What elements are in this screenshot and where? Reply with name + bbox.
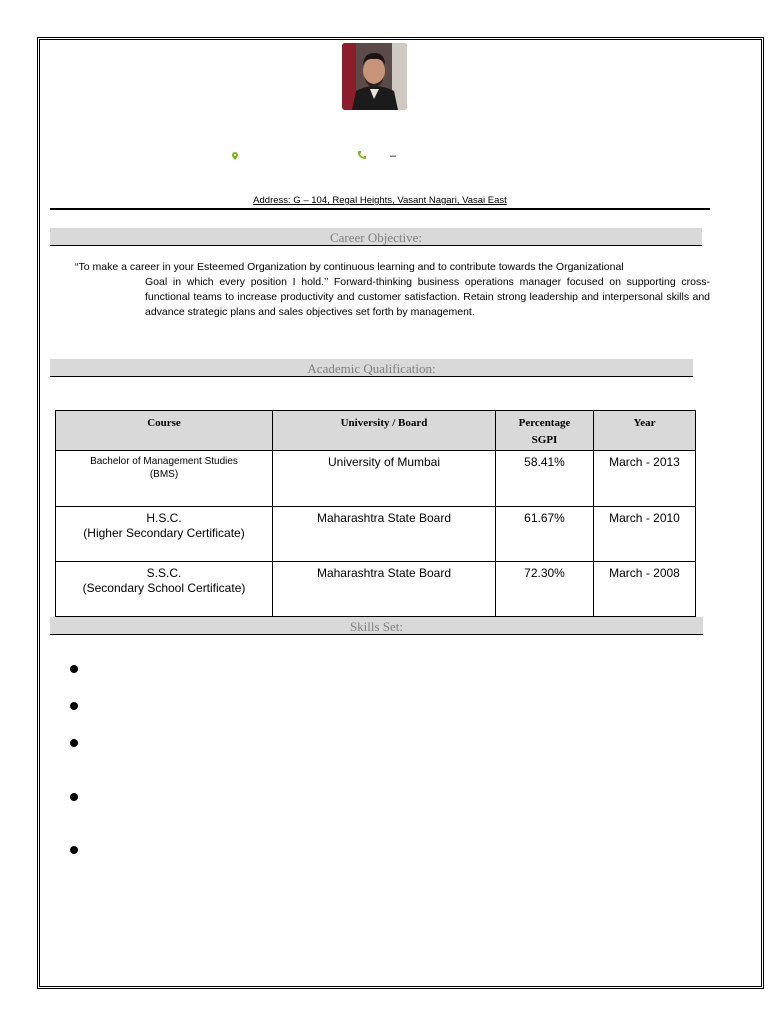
skill-bullet xyxy=(70,739,78,747)
skill-bullet xyxy=(70,702,78,710)
year-cell: March - 2013 xyxy=(594,451,696,507)
address-text: Address: G – 104, Regal Heights, Vasant Nagari, Vasai East xyxy=(253,195,507,206)
year-cell: March - 2010 xyxy=(594,507,696,562)
percentage-cell: 61.67% xyxy=(496,507,594,562)
career-objective-heading: Career Objective: xyxy=(50,228,702,246)
course-name: H.S.C. xyxy=(146,511,182,525)
year-cell: March - 2008 xyxy=(594,562,696,617)
skills-set-heading: Skills Set: xyxy=(50,617,703,635)
course-sub: (Secondary School Certificate) xyxy=(82,581,246,595)
course-cell xyxy=(56,451,273,507)
percentage-cell: 58.41% xyxy=(496,451,594,507)
university-cell: University of Mumbai xyxy=(273,451,496,507)
table-row xyxy=(56,562,696,617)
university-cell: Maharashtra State Board xyxy=(273,562,496,617)
contact-dash: – xyxy=(390,150,397,162)
table-row xyxy=(56,507,696,562)
header-year: Year xyxy=(594,411,696,451)
header-university: University / Board xyxy=(273,411,496,451)
course-cell xyxy=(56,507,273,562)
table-row xyxy=(56,451,696,507)
course-cell xyxy=(56,562,273,617)
course-sub: (BMS) xyxy=(149,469,179,480)
header-percentage xyxy=(496,411,594,451)
skill-bullet xyxy=(70,846,78,854)
location-pin-icon xyxy=(232,152,238,163)
header-course: Course xyxy=(56,411,273,451)
percentage-cell: 72.30% xyxy=(496,562,594,617)
table-header-row xyxy=(56,411,696,451)
objective-rest: Goal in which every position I hold.’’ Forward-thinking business operations manager focused on supporting cross-functional teams to increase productivity and customer satisfaction. Retain strong leadership and interpersonal skills and advance strategic plans and sales objectives set forth by management. xyxy=(145,276,710,318)
academic-qualification-heading: Academic Qualification: xyxy=(50,359,693,377)
skill-bullet xyxy=(70,665,78,673)
profile-photo xyxy=(342,43,407,110)
university-cell: Maharashtra State Board xyxy=(273,507,496,562)
skill-bullet xyxy=(70,793,78,801)
course-name: S.S.C. xyxy=(146,566,182,580)
address-line xyxy=(50,196,710,210)
course-sub: (Higher Secondary Certificate) xyxy=(83,526,245,540)
objective-line-1: “To make a career in your Esteemed Organization by continuous learning and to contribute towards the Organizational xyxy=(75,261,624,273)
header-sgpi-label: SGPI xyxy=(531,434,558,446)
phone-icon xyxy=(358,151,366,162)
education-table xyxy=(55,410,696,617)
header-percentage-label: Percentage xyxy=(518,417,571,429)
course-name: Bachelor of Management Studies xyxy=(90,456,238,467)
career-objective-text xyxy=(70,260,710,320)
